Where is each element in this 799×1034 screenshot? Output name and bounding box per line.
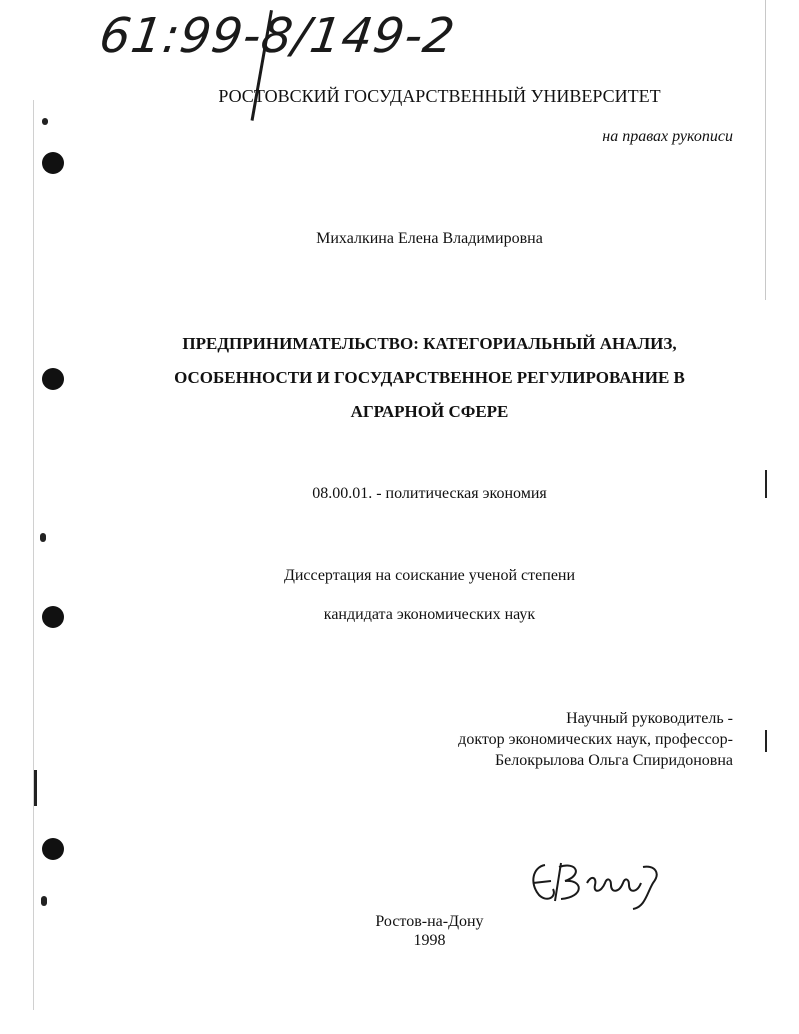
- dissertation-title: [30, 327, 799, 429]
- title-line: ПРЕДПРИНИМАТЕЛЬСТВО: КАТЕГОРИАЛЬНЫЙ АНАЛИЗ,: [182, 334, 677, 353]
- punch-hole: [42, 838, 64, 860]
- title-line: ОСОБЕННОСТИ И ГОСУДАРСТВЕННОЕ РЕГУЛИРОВАНИЕ В: [174, 368, 685, 387]
- degree-name: кандидата экономических наук: [323, 606, 536, 623]
- scan-speck: [41, 896, 47, 906]
- dissertation-degree-line: Диссертация на соискание ученой степени: [283, 567, 576, 584]
- punch-hole: [42, 152, 64, 174]
- manuscript-rights-note: на правах рукописи: [602, 128, 733, 145]
- handwritten-signature: [525, 853, 675, 913]
- city: Ростов-на-Дону: [375, 913, 484, 930]
- year: 1998: [413, 932, 446, 949]
- author-name: Михалкина Елена Владимировна: [316, 230, 543, 247]
- archive-number-handwritten: 61:99-8/149-2: [96, 8, 459, 64]
- university-name: РОСТОВСКИЙ ГОСУДАРСТВЕННЫЙ УНИВЕРСИТЕТ: [218, 86, 661, 106]
- scientific-advisor: [458, 708, 733, 771]
- advisor-line: доктор экономических наук, профессор-: [458, 731, 733, 748]
- scan-speck: [34, 770, 37, 806]
- title-line: АГРАРНОЙ СФЕРЕ: [350, 402, 509, 421]
- advisor-line: Научный руководитель -: [566, 710, 733, 727]
- scan-speck: [40, 533, 46, 542]
- scan-edge-line: [765, 0, 766, 300]
- advisor-line: Белокрылова Ольга Спиридоновна: [494, 752, 733, 769]
- specialty-code: 08.00.01. - политическая экономия: [312, 485, 547, 502]
- scan-speck: [42, 118, 48, 125]
- scan-speck: [765, 730, 767, 752]
